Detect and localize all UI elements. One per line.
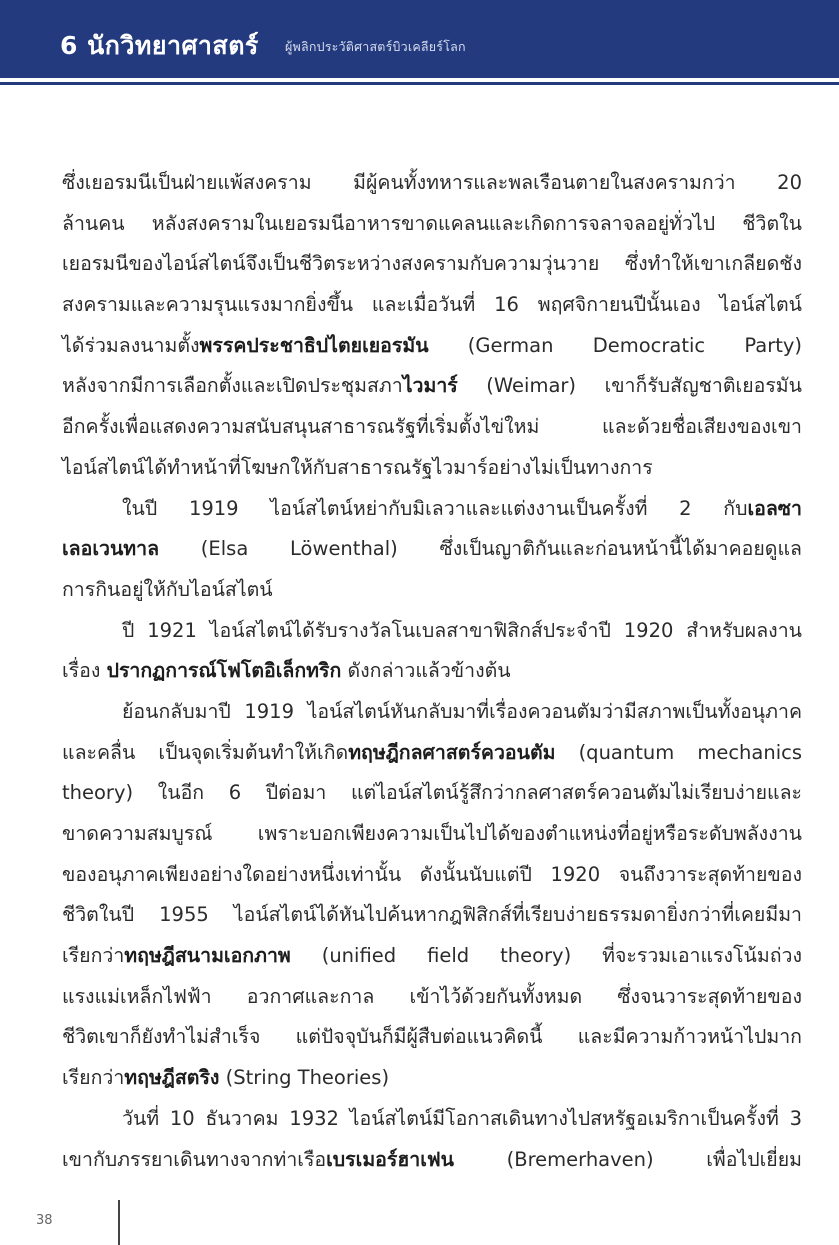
text-line (62, 204, 802, 245)
bold-term: ทฤษฎีสตริง (124, 1066, 220, 1090)
bold-term: พรรคประชาธิปไตยเยอรมัน (199, 333, 429, 357)
text-run: (Weimar) เขาก็รับสัญชาติเยอรมัน (457, 374, 802, 398)
text-line (62, 651, 802, 692)
text-run: (Bremerhaven) เพื่อไปเยี่ยม (454, 1147, 802, 1171)
text-line (62, 814, 802, 855)
text-run: แรงแม่เหล็กไฟฟ้า อวกาศและกาล เข้าไว้ด้วยกันทั้งหมด ซึ่งจนวาระสุดท้ายของ (62, 984, 802, 1008)
body-text (62, 163, 802, 1180)
text-run: เรียกว่า (62, 944, 125, 968)
text-line (62, 1058, 802, 1099)
text-line (62, 936, 802, 977)
text-run: สงครามและความรุนแรงมากยิ่งขึ้น และเมื่อวันที่ 16 พฤศจิกายนปีนั้นเอง ไอน์สไตน์ (62, 293, 802, 317)
text-run: theory) ในอีก 6 ปีต่อมา แต่ไอน์สไตน์รู้สึกว่ากลศาสตร์ควอนตัมไม่เรียบง่ายและ (62, 781, 802, 805)
bold-term: เบรเมอร์ฮาเฟน (326, 1147, 455, 1171)
text-line (62, 163, 802, 204)
text-run: ในปี 1919 ไอน์สไตน์หย่ากับมิเลวาและแต่งงานเป็นครั้งที่ 2 กับ (122, 496, 748, 520)
text-run: ชีวิตเขาก็ยังทำไม่สำเร็จ แต่ปัจจุบันก็มีผู้สืบต่อแนวคิดนี้ และมีความก้าวหน้าไปมาก (62, 1025, 802, 1049)
text-line (62, 773, 802, 814)
book-subtitle: ผู้พลิกประวัติศาสตร์บิวเคลียร์โลก (285, 39, 466, 54)
bold-term: ปรากฏการณ์โฟโตอิเล็กทริก (106, 659, 342, 683)
text-line (62, 895, 802, 936)
text-line (62, 366, 802, 407)
text-run: หลังจากมีการเลือกตั้งและเปิดประชุมสภา (62, 374, 403, 398)
text-run: ไอน์สไตน์ได้ทำหน้าที่โฆษกให้กับสาธารณรัฐไวมาร์อย่างไม่เป็นทางการ (62, 455, 653, 479)
bold-term: เลอเวนทาล (62, 537, 160, 561)
text-line (62, 1099, 802, 1140)
text-line (62, 285, 802, 326)
text-run: เรียกว่า (62, 1066, 125, 1090)
text-run: ขาดความสมบูรณ์ เพราะบอกเพียงความเป็นไปได้ของตำแหน่งที่อยู่หรือระดับพลังงาน (62, 822, 802, 845)
page-header (0, 0, 839, 78)
text-line (62, 529, 802, 570)
bold-term: ทฤษฎีกลศาสตร์ควอนตัม (348, 740, 556, 764)
book-title: 6 นักวิทยาศาสตร์ (60, 31, 259, 60)
text-run: (String Theories) (219, 1066, 390, 1090)
text-line (62, 692, 802, 733)
text-line (62, 326, 802, 367)
bold-term: เอลซา (747, 496, 802, 520)
text-run: เยอรมนีของไอน์สไตน์จึงเป็นชีวิตระหว่างสงครามกับความวุ่นวาย ซึ่งทำให้เขาเกลียดชัง (62, 252, 802, 276)
text-run: การกินอยู่ให้กับไอน์สไตน์ (62, 577, 273, 601)
text-line (62, 407, 802, 448)
text-line (62, 244, 802, 285)
text-run: เรื่อง (62, 659, 107, 683)
text-run: ปี 1921 ไอน์สไตน์ได้รับรางวัลโนเบลสาขาฟิสิกส์ประจำปี 1920 สำหรับผลงาน (122, 618, 802, 642)
header-rule (0, 82, 839, 85)
text-line (62, 570, 802, 611)
bold-term: ทฤษฎีสนามเอกภาพ (124, 944, 291, 968)
text-line (62, 855, 802, 896)
text-run: (Elsa Löwenthal) ซึ่งเป็นญาติกันและก่อนหน้านี้ได้มาคอยดูแล (159, 537, 802, 561)
text-run: วันที่ 10 ธันวาคม 1932 ไอน์สไตน์มีโอกาสเดินทางไปสหรัฐอเมริกาเป็นครั้งที่ 3 (122, 1106, 802, 1130)
text-run: (quantum mechanics (555, 740, 803, 764)
footer-divider (118, 1200, 120, 1245)
text-line (62, 977, 802, 1018)
text-run: อีกครั้งเพื่อแสดงความสนับสนุนสาธารณรัฐที่เริ่มตั้งไข่ใหม่ และด้วยชื่อเสียงของเขา (62, 415, 802, 439)
text-line (62, 1017, 802, 1058)
text-run: และคลื่น เป็นจุดเริ่มต้นทำให้เกิด (62, 740, 349, 764)
text-run: ล้านคน หลังสงครามในเยอรมนีอาหารขาดแคลนและเกิดการจลาจลอยู่ทั่วไป ชีวิตใน (62, 211, 802, 235)
text-run: ดังกล่าวแล้วข้างต้น (341, 659, 511, 683)
text-line (62, 733, 802, 774)
text-line (62, 611, 802, 652)
text-line (62, 448, 802, 489)
text-run: (German Democratic Party) (428, 333, 802, 357)
page-number: 38 (36, 1213, 53, 1228)
text-run: ย้อนกลับมาปี 1919 ไอน์สไตน์หันกลับมาที่เรื่องควอนตัมว่ามีสภาพเป็นทั้งอนุภาค (122, 699, 802, 723)
text-line (62, 489, 802, 530)
text-run: ชีวิตในปี 1955 ไอน์สไตน์ได้หันไปค้นหากฎฟิสิกส์ที่เรียบง่ายธรรมดายิ่งกว่าที่เคยมีมา (62, 903, 802, 927)
bold-term: ไวมาร์ (402, 374, 458, 398)
text-run: ได้ร่วมลงนามตั้ง (62, 333, 200, 357)
text-run: ของอนุภาคเพียงอย่างใดอย่างหนึ่งเท่านั้น ดังนั้นนับแต่ปี 1920 จนถึงวาระสุดท้ายของ (62, 862, 802, 886)
text-run: ซึ่งเยอรมนีเป็นฝ่ายแพ้สงคราม มีผู้คนทั้งทหารและพลเรือนตายในสงครามกว่า 20 (62, 171, 802, 194)
text-run: (unified field theory) ที่จะรวมเอาแรงโน้มถ่วง (290, 944, 802, 968)
text-line (62, 1140, 802, 1181)
text-run: เขากับภรรยาเดินทางจากท่าเรือ (62, 1147, 327, 1171)
